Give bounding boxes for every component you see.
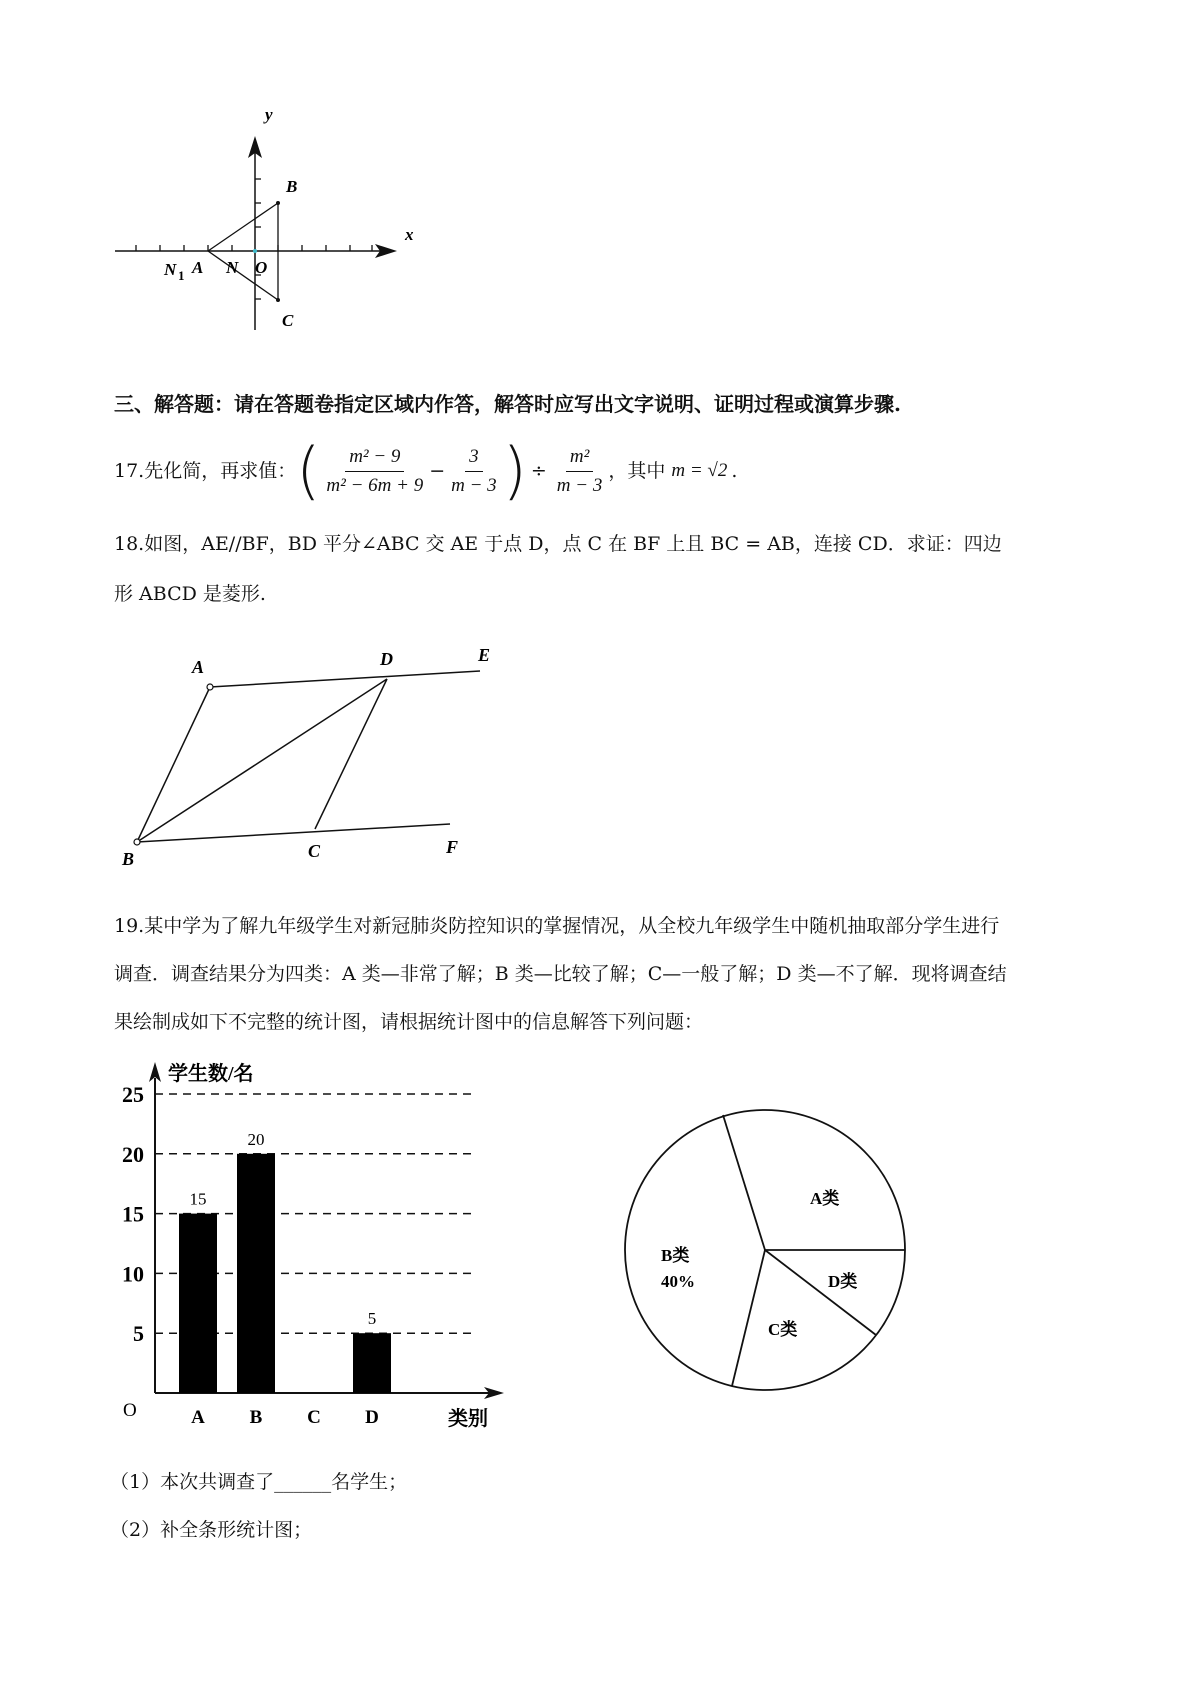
pie-slice-label-a: A类 [810,1189,840,1208]
vertex-label-b: B [122,849,135,865]
question-18-line-2: 形 ABCD 是菱形. [114,583,266,605]
pie-slice-label-b: B类 [661,1246,690,1265]
bar-d [353,1333,391,1393]
bar-chart-y-tick-label: 25 [122,1082,144,1107]
question-17 [114,434,738,507]
pie-slice-label-d: D类 [828,1272,858,1291]
q17-frac1-denominator: m² − 6m + 9 [326,474,424,496]
question-19-sub-1: （1）本次共调查了______名学生； [110,1471,408,1493]
q17-divide: ÷ [530,460,547,482]
point-label-n: N [226,258,239,277]
question-18-line-1: 18.如图，AE//BF，BD 平分∠ABC 交 AE 于点 D，点 C 在 BF 上且 BC = AB，连接 CD．求证：四边 [114,533,1002,555]
bar-chart [120,1050,520,1430]
bar-a [179,1214,217,1393]
bar-value-label-d: 5 [367,1309,377,1329]
bar-chart-y-tick-label: 10 [122,1261,144,1287]
x-axis-label: x [405,225,414,244]
q17-frac3-numerator: m² [566,443,593,472]
q17-condition: m = √2 [671,460,728,481]
q17-fraction-2 [447,443,501,500]
bar-chart-category-label-d: D [365,1407,379,1428]
question-19-line-1: 19.某中学为了解九年级学生对新冠肺炎防控知识的掌握情况，从全校九年级学生中随机抽取部分学生进行 [114,915,1000,937]
point-label-a: A [192,258,204,277]
q17-frac2-denominator: m − 3 [451,474,497,496]
rhombus-figure [110,635,510,865]
bar-b [237,1154,275,1393]
right-paren: ) [502,434,527,507]
q17-frac3-denominator: m − 3 [556,474,603,496]
vertex-label-a: A [192,657,205,677]
vertex-label-d: D [380,649,393,669]
q17-fraction-1 [322,443,427,500]
point-label-n1-subscript: 1 [178,268,185,283]
q17-frac1-numerator: m² − 9 [345,443,404,472]
bar-chart-y-tick-label: 5 [133,1321,144,1347]
q17-frac2-numerator: 3 [465,443,483,472]
section-3-title: 三、解答题：请在答题卷指定区域内作答，解答时应写出文字说明、证明过程或演算步骤. [114,392,901,416]
y-axis-label: y [265,105,273,124]
q17-end: . [731,460,738,482]
bar-chart-x-axis-title: 类别 [448,1408,488,1430]
bar-chart-y-tick-label: 20 [122,1141,144,1167]
coordinate-figure [110,100,430,360]
vertex-label-c: C [308,841,321,861]
point-label-c: C [282,311,294,330]
question-19-line-3: 果绘制成如下不完整的统计图，请根据统计图中的信息解答下列问题： [114,1011,704,1033]
bar-chart-category-label-b: B [249,1407,263,1428]
point-label-n1: N [164,260,177,279]
bar-chart-y-axis-title: 学生数/名 [168,1063,254,1085]
bar-chart-category-label-a: A [191,1407,205,1428]
q17-minus: − [429,460,446,482]
point-label-e: E [478,645,491,665]
question-19-sub-2: （2）补全条形统计图； [110,1519,313,1541]
pie-chart [620,1105,910,1395]
bar-chart-origin-label: O [123,1400,137,1421]
pie-slice-percent-b: 40% [661,1272,695,1291]
q17-prefix: 17.先化简，再求值： [114,460,297,482]
q17-fraction-3 [553,443,607,500]
point-label-b: B [286,177,298,196]
bar-chart-category-label-c: C [307,1407,321,1428]
point-label-f: F [446,837,459,857]
question-19-line-2: 调查．调查结果分为四类：A 类—非常了解；B 类—比较了解；C—一般了解；D 类—不了解．现将调查结 [114,963,1007,985]
bar-value-label-b: 20 [247,1129,265,1149]
point-label-o: O [255,258,268,277]
q17-suffix: ，其中 [608,460,666,482]
bar-value-label-a: 15 [189,1189,207,1209]
pie-slice-label-c: C类 [768,1320,798,1339]
left-paren: ( [296,434,321,507]
bar-chart-y-tick-label: 15 [122,1201,144,1227]
